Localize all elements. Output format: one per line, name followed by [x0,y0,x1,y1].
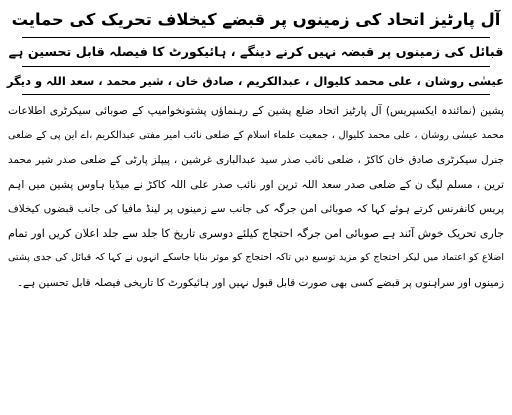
headline-divider-1 [22,37,490,38]
body-line: محمد عیسٰی روشان ، علی محمد کلیوال ، جمعیت علماء اسلام کے ضلعی نائب امیر مفتی عبدالکریم ،اے این پی کے ضلعی [8,129,504,141]
body-line: ترین ، مسلم لیگ ن کے ضلعی صدر سعد اللہ ترین اور نائب صدر علی اللہ کاکڑ نے میڈیا ہاوس پشین میں اہم [8,177,504,191]
article-body [8,99,504,295]
headline-secondary: قبائل کی زمینوں پر قبضہ نہیں کرنے دینگے ، ہائیکورٹ کا فیصلہ قابل تحسین ہے [8,44,504,59]
headline-main: آل پارٹیز اتحاد کی زمینوں پر قبضے کیخلاف تحریک کی حمایت [11,10,501,29]
headline-divider-3 [22,94,490,95]
headline-speakers: عیسٰی روشان ، علی محمد کلیوال ، عبدالکریم ، صادق خان ، شیر محمد ، سعد اللہ و دیگر [6,74,504,88]
body-line: جاری تحریک خوش آئند ہے صوبائی امن جرگہ احتجاج کیلئے دوسری تاریخ کا جلد سے جلد اعلان کریں اور تمام [8,226,504,240]
body-line: پریس کانفرنس کرتے ہوئے کہا کہ صوبائی امن جرگہ کی جانب سے زمینوں پر لینڈ مافیا کی جانب قبضوں کیخلاف [8,203,504,215]
body-line: زمینوں اور سراہنوں پر قبضے کسی بھی صورت قابل قبول نہیں اور ہائیکورٹ کا تاریخی فیصلہ قابل تحسین ہے۔ [16,276,504,289]
headline-divider-2 [22,66,490,67]
body-line: پشین (نمائندہ ایکسپریس) آل پارٹیز اتحاد ضلع پشین کے رہنماؤں پشتونخوامیپ کے صوبائی سیکرٹری اطلاعات [8,104,504,117]
body-line: جنرل سیکرٹری صادق خان کاکڑ ، ضلعی نائب صدر سید عبدالباری غرشین ، پیپلز پارٹی کے ضلعی صدر شیر محمد [8,154,504,166]
body-line: اضلاع کو اعتماد میں لیکر احتجاج کو مزید توسیع دیں تاکہ احتجاج کو موثر بنایا جاسکے انہوں نے کہا کہ قبائل کی جدی پشتی [8,252,504,263]
